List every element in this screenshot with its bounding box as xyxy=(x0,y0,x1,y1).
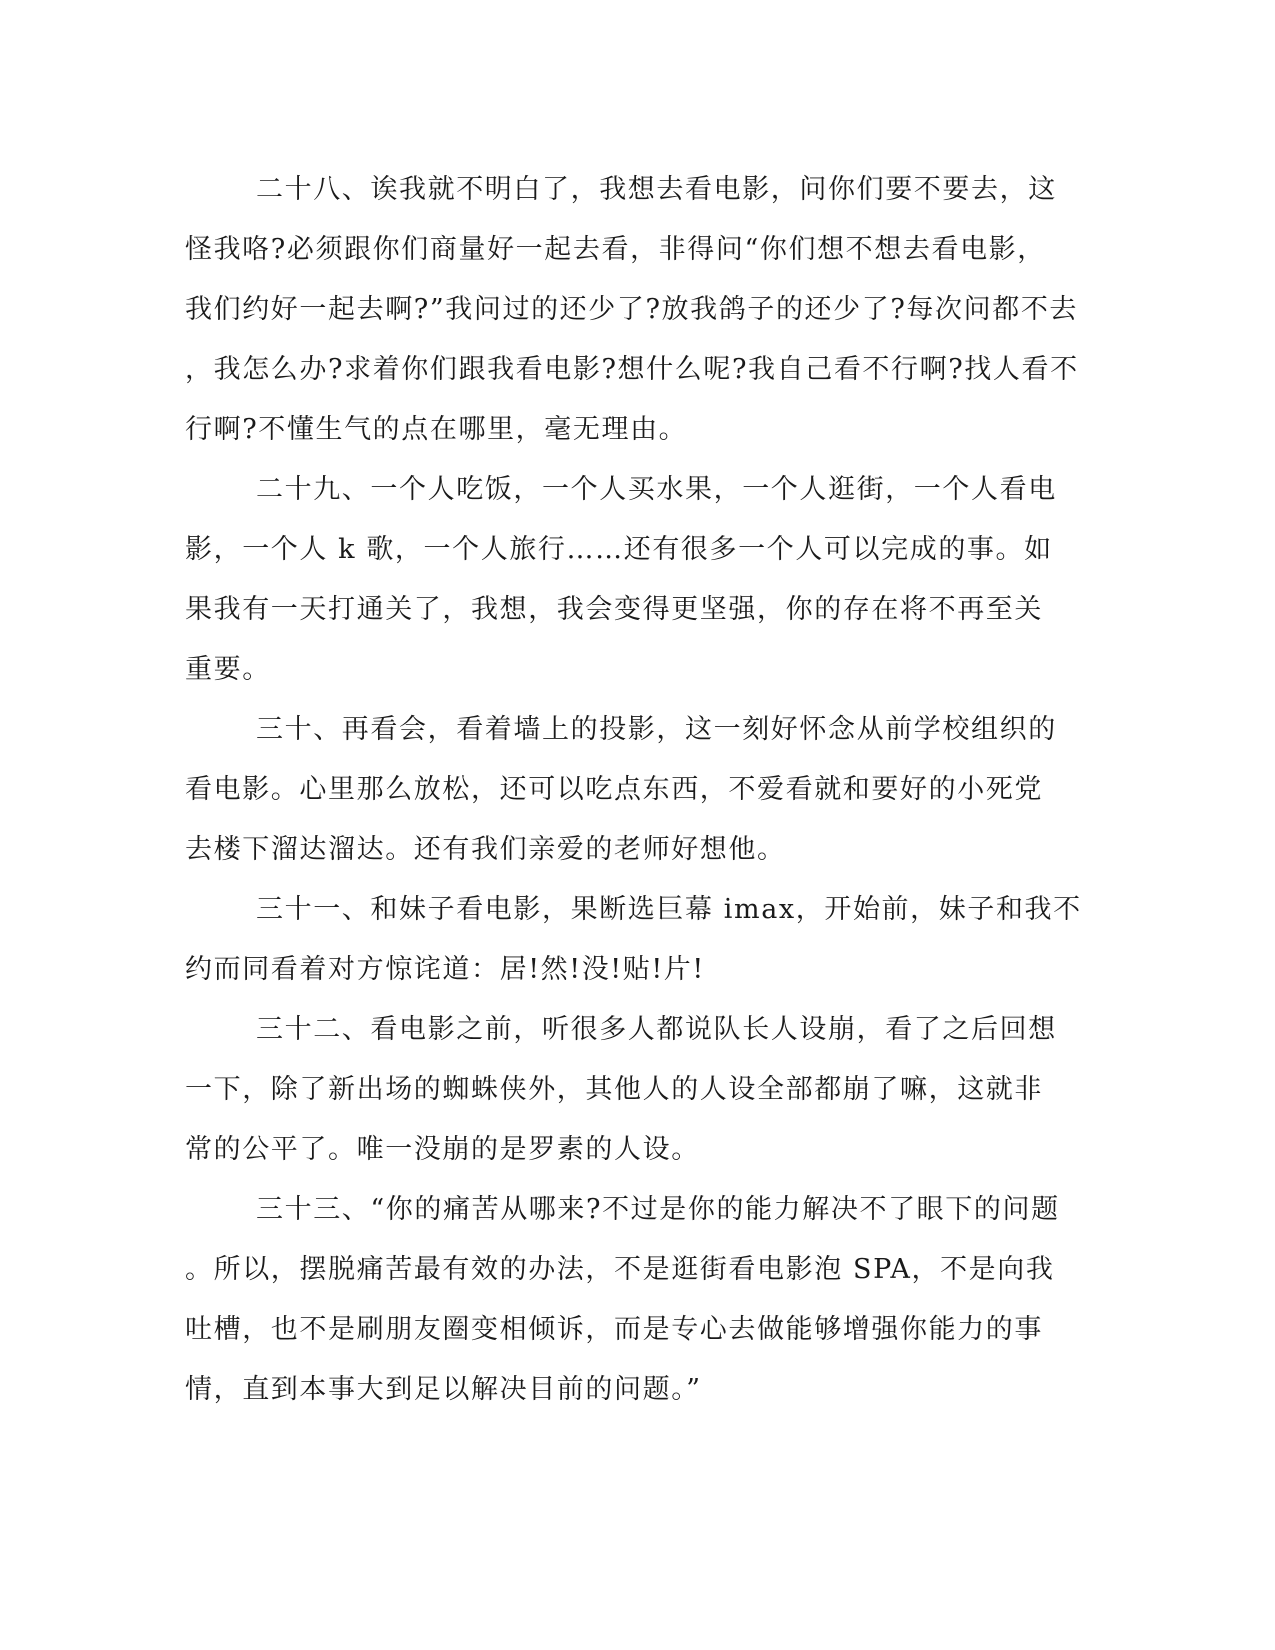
text-line: 三十、再看会，看着墙上的投影，这一刻好怀念从前学校组织的 xyxy=(256,714,1057,745)
text-line: 三十一、和妹子看电影，果断选巨幕 imax，开始前，妹子和我不 xyxy=(256,894,1082,925)
text-line: 三十三、“你的痛苦从哪来?不过是你的能力解决不了眼下的问题 xyxy=(256,1194,1060,1225)
text-line: 常的公平了。唯一没崩的是罗素的人设。 xyxy=(185,1134,700,1165)
paragraph-33 xyxy=(185,1180,1090,1420)
paragraph-32 xyxy=(185,1000,1090,1180)
text-line: 行啊?不懂生气的点在哪里，毫无理由。 xyxy=(185,414,688,445)
text-line: 看电影。心里那么放松，还可以吃点东西，不爱看就和要好的小死党 xyxy=(185,774,1043,805)
text-line: 吐槽，也不是刷朋友圈变相倾诉，而是专心去做能够增强你能力的事 xyxy=(185,1314,1043,1345)
paragraph-29 xyxy=(185,460,1090,700)
document-body xyxy=(185,160,1090,1420)
text-line: 果我有一天打通关了，我想，我会变得更坚强，你的存在将不再至关 xyxy=(185,594,1043,625)
text-line: 二十九、一个人吃饭，一个人买水果，一个人逛街，一个人看电 xyxy=(256,474,1057,505)
text-line: 重要。 xyxy=(185,654,271,685)
text-line: 去楼下溜达溜达。还有我们亲爱的老师好想他。 xyxy=(185,834,786,865)
text-line: 。所以，摆脱痛苦最有效的办法，不是逛街看电影泡 SPA，不是向我 xyxy=(185,1254,1055,1285)
text-line: 一下，除了新出场的蜘蛛侠外，其他人的人设全部都崩了嘛，这就非 xyxy=(185,1074,1043,1105)
text-line: 影，一个人 k 歌，一个人旅行……还有很多一个人可以完成的事。如 xyxy=(185,534,1053,565)
paragraph-28 xyxy=(185,160,1090,460)
text-line: ，我怎么办?求着你们跟我看电影?想什么呢?我自己看不行啊?找人看不 xyxy=(185,354,1079,385)
text-line: 怪我咯?必须跟你们商量好一起去看，非得问“你们想不想去看电影， xyxy=(185,234,1046,265)
text-line: 我们约好一起去啊?”我问过的还少了?放我鸽子的还少了?每次问都不去 xyxy=(185,294,1079,325)
text-line: 二十八、诶我就不明白了，我想去看电影，问你们要不要去，这 xyxy=(256,174,1057,205)
text-line: 约而同看着对方惊诧道：居!然!没!贴!片! xyxy=(185,954,705,985)
text-line: 情，直到本事大到足以解决目前的问题。” xyxy=(185,1374,702,1405)
paragraph-31 xyxy=(185,880,1090,1000)
paragraph-30 xyxy=(185,700,1090,880)
text-line: 三十二、看电影之前，听很多人都说队长人设崩，看了之后回想 xyxy=(256,1014,1057,1045)
